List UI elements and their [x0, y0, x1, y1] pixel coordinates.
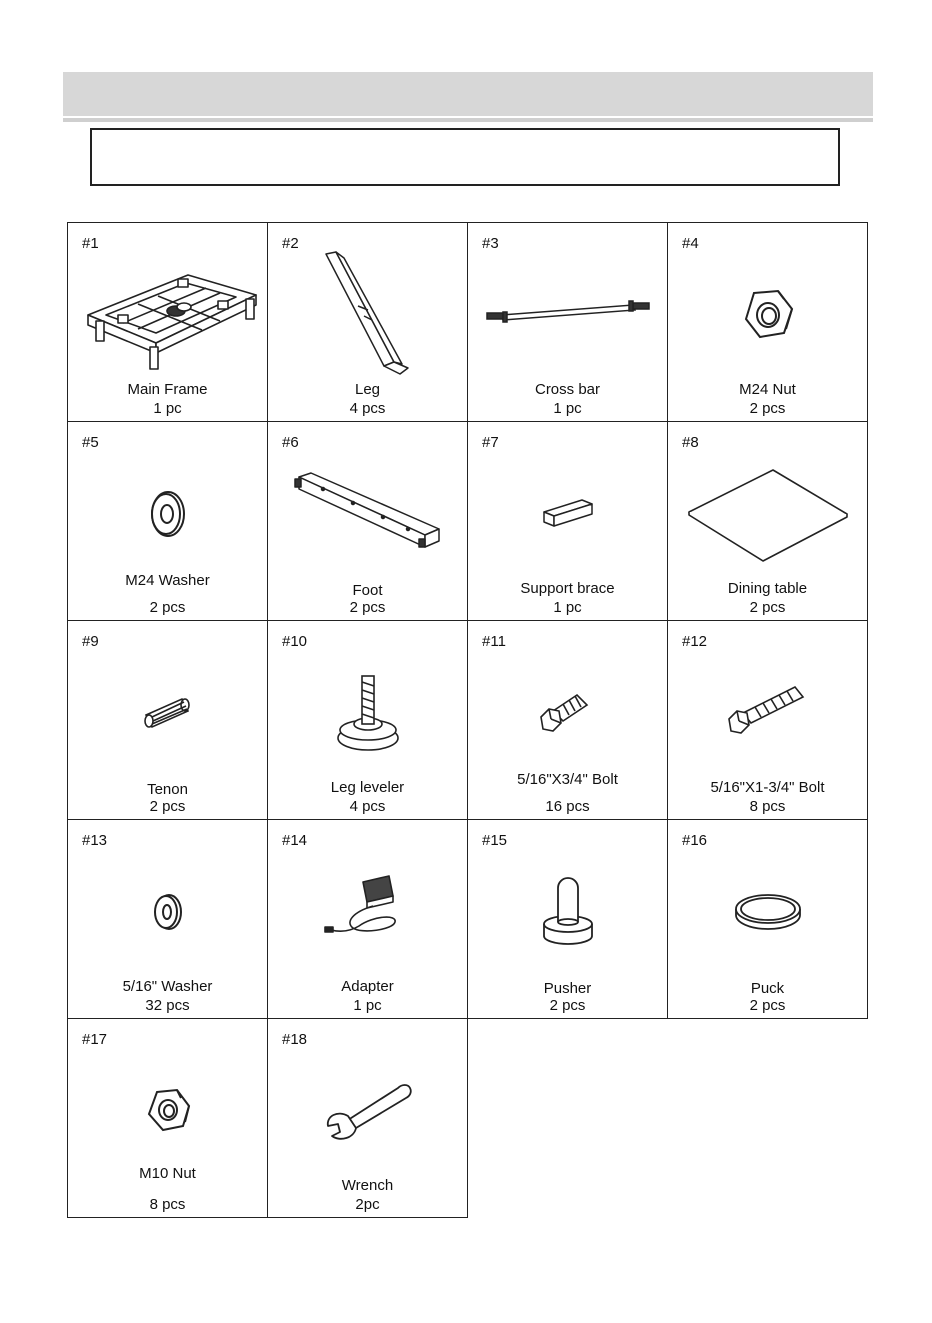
header-rule — [63, 118, 873, 122]
part-cell — [68, 621, 268, 820]
dining-table-icon — [668, 450, 867, 578]
part-number: #2 — [282, 235, 299, 252]
part-cell — [668, 223, 868, 422]
parts-grid — [67, 222, 868, 1218]
part-name: 5/16" Washer — [122, 978, 213, 995]
part-cell — [68, 820, 268, 1019]
part-cell — [268, 422, 468, 621]
part-number: #13 — [82, 832, 108, 849]
foot-icon — [268, 450, 467, 578]
part-name: Pusher — [543, 980, 592, 997]
leg-leveler-icon — [268, 649, 467, 777]
part-name: Foot — [352, 582, 383, 599]
part-cell — [468, 422, 668, 621]
leg-icon — [268, 251, 467, 379]
part-cell — [668, 820, 868, 1019]
part-cell — [668, 422, 868, 621]
washer-icon — [68, 450, 267, 578]
part-number: #10 — [282, 633, 308, 650]
part-number: #16 — [682, 832, 708, 849]
hex-nut-icon — [668, 251, 867, 379]
part-name: Leg — [354, 381, 381, 398]
part-cell — [668, 621, 868, 820]
part-name: Support brace — [520, 580, 615, 597]
part-cell — [268, 621, 468, 820]
part-quantity: 2 pcs — [549, 997, 586, 1014]
part-number: #12 — [682, 633, 708, 650]
part-number: #9 — [82, 633, 99, 650]
part-cell — [468, 820, 668, 1019]
main-frame-icon — [68, 251, 267, 379]
part-number: #11 — [482, 633, 506, 650]
cross-bar-icon — [468, 251, 667, 379]
part-cell — [268, 820, 468, 1019]
part-number: #6 — [282, 434, 299, 451]
part-name: M10 Nut — [139, 1165, 196, 1182]
part-number: #17 — [82, 1031, 108, 1048]
puck-icon — [668, 848, 867, 976]
part-quantity: 8 pcs — [749, 798, 786, 815]
part-name: 5/16"X1-3/4" Bolt — [710, 779, 825, 796]
part-quantity: 2pc — [355, 1196, 380, 1213]
part-quantity: 2 pcs — [149, 798, 186, 815]
part-quantity: 1 pc — [353, 997, 382, 1014]
empty-cell — [468, 1019, 668, 1218]
part-cell — [268, 223, 468, 422]
header-bar — [63, 72, 873, 116]
part-number: #14 — [282, 832, 308, 849]
part-cell — [468, 223, 668, 422]
part-name: M24 Nut — [739, 381, 796, 398]
part-quantity: 4 pcs — [349, 400, 386, 417]
part-quantity: 2 pcs — [349, 599, 386, 616]
part-quantity: 1 pc — [153, 400, 182, 417]
support-brace-icon — [468, 450, 667, 578]
part-quantity: 1 pc — [553, 599, 582, 616]
part-quantity: 8 pcs — [149, 1196, 186, 1213]
part-quantity: 2 pcs — [749, 400, 786, 417]
part-number: #15 — [482, 832, 508, 849]
small-hex-nut-icon — [68, 1047, 267, 1175]
part-quantity: 4 pcs — [349, 798, 386, 815]
part-cell — [468, 621, 668, 820]
part-name: Adapter — [341, 978, 394, 995]
part-name: Puck — [750, 980, 785, 997]
part-quantity: 32 pcs — [145, 997, 190, 1014]
part-number: #18 — [282, 1031, 308, 1048]
long-bolt-icon — [668, 649, 867, 777]
part-quantity: 2 pcs — [749, 599, 786, 616]
short-bolt-icon — [468, 649, 667, 777]
pusher-icon — [468, 848, 667, 976]
wrench-icon — [268, 1047, 467, 1175]
part-cell — [268, 1019, 468, 1218]
empty-cell — [668, 1019, 868, 1218]
tenon-icon — [68, 649, 267, 777]
part-quantity: 1 pc — [553, 400, 582, 417]
part-cell — [68, 1019, 268, 1218]
part-name: Main Frame — [127, 381, 208, 398]
part-number: #8 — [682, 434, 699, 451]
part-quantity: 2 pcs — [749, 997, 786, 1014]
part-quantity: 2 pcs — [149, 599, 186, 616]
adapter-icon — [268, 848, 467, 976]
part-name: 5/16"X3/4" Bolt — [517, 771, 618, 788]
part-name: Leg leveler — [330, 779, 405, 796]
part-cell — [68, 422, 268, 621]
part-name: Wrench — [341, 1177, 394, 1194]
part-number: #7 — [482, 434, 499, 451]
part-name: Dining table — [727, 580, 808, 597]
part-cell — [68, 223, 268, 422]
part-number: #1 — [82, 235, 99, 252]
part-quantity: 16 pcs — [545, 798, 590, 815]
part-number: #3 — [482, 235, 499, 252]
part-name: Cross bar — [534, 381, 601, 398]
part-number: #4 — [682, 235, 699, 252]
small-washer-icon — [68, 848, 267, 976]
part-number: #5 — [82, 434, 99, 451]
part-name: M24 Washer — [125, 572, 210, 589]
part-name: Tenon — [147, 781, 188, 798]
title-box — [90, 128, 840, 186]
